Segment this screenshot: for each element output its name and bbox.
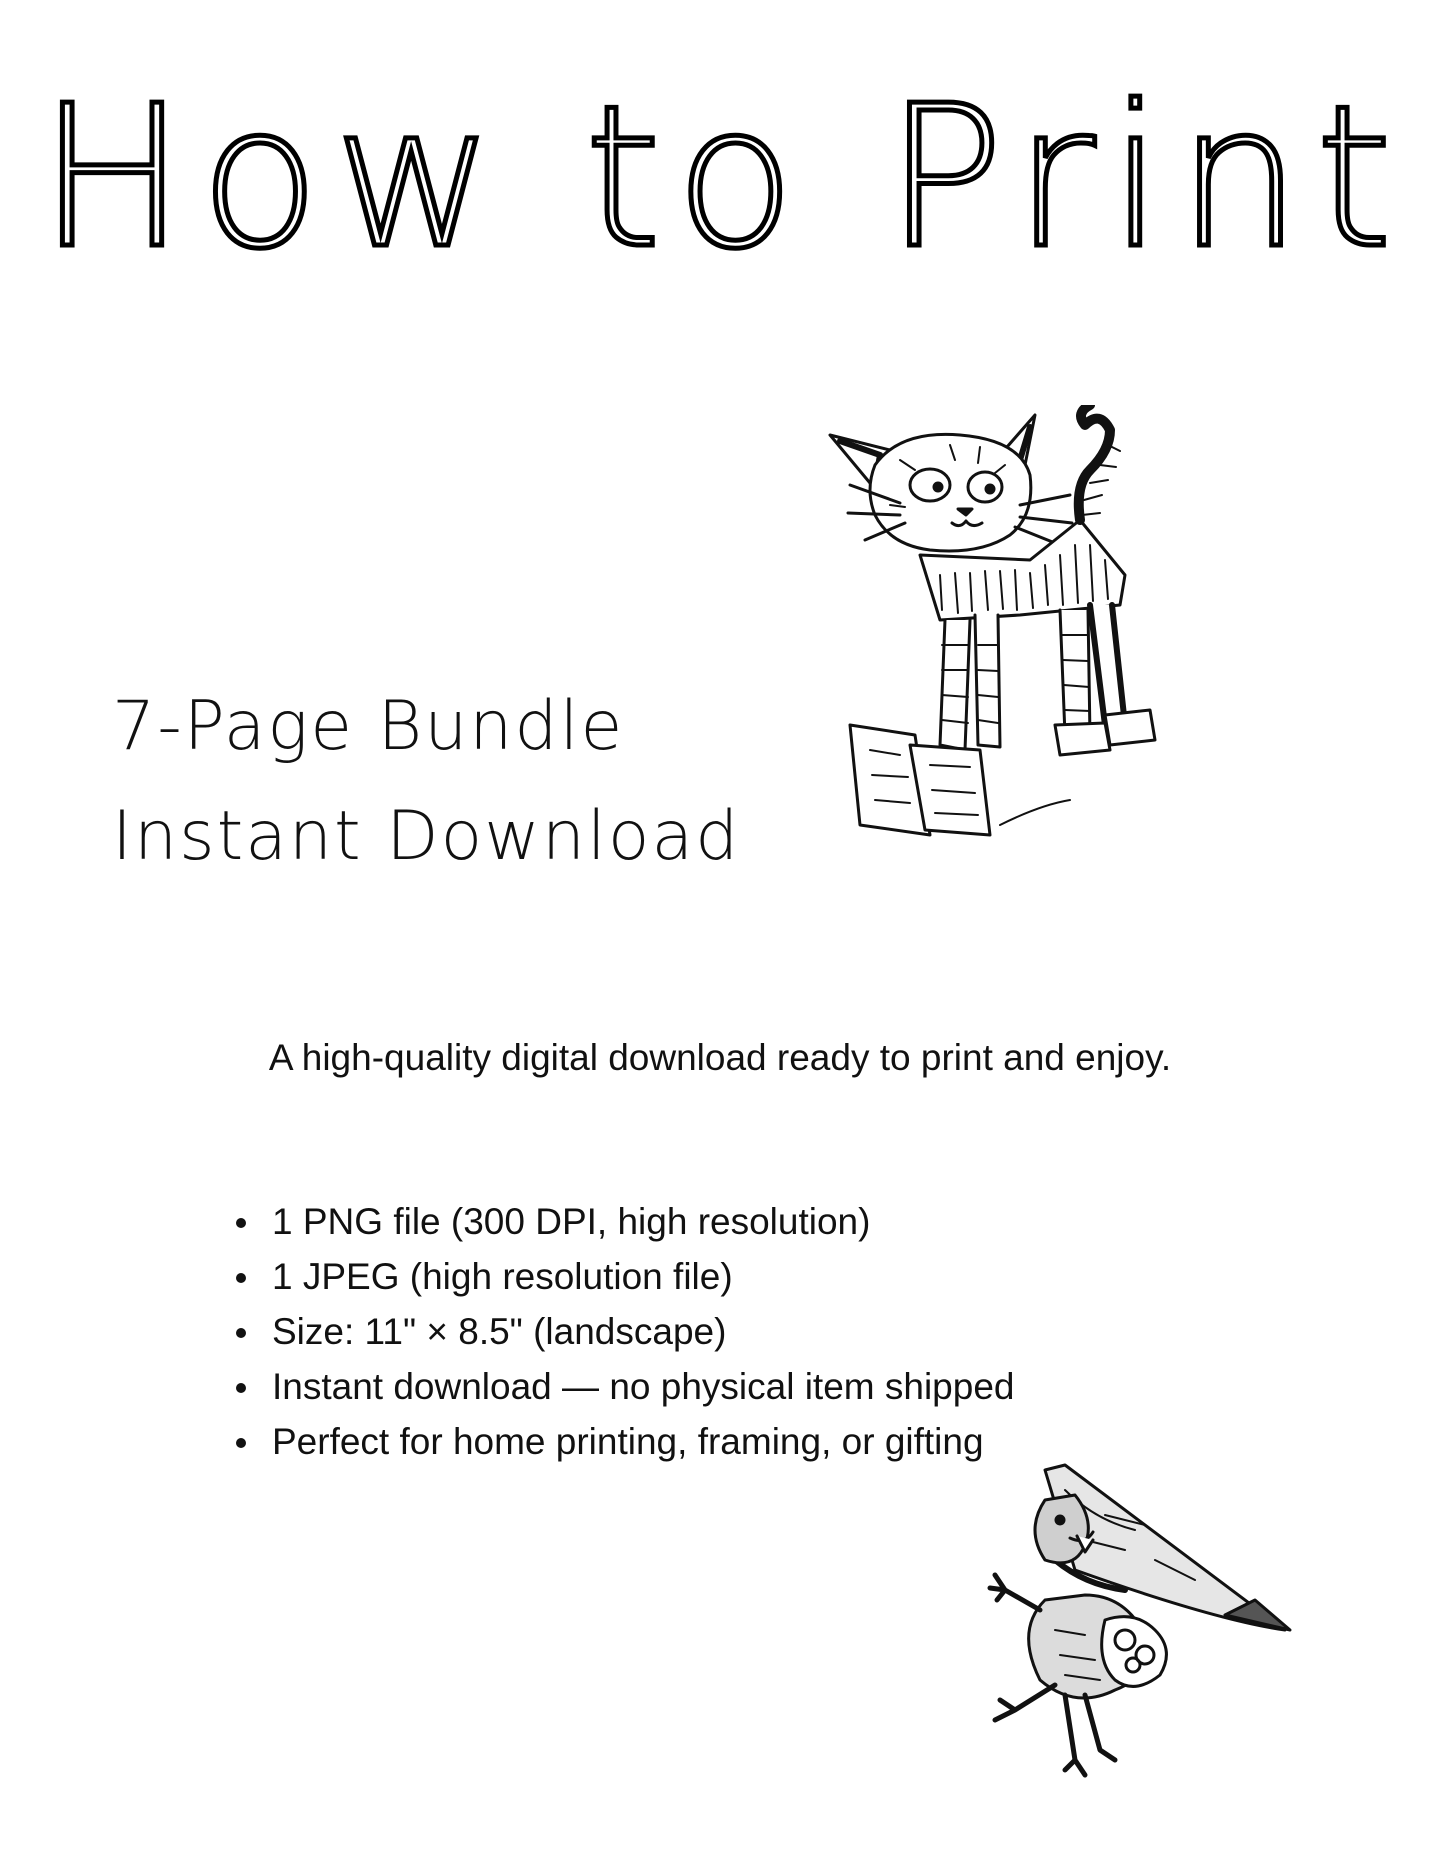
cat-illustration xyxy=(820,405,1280,845)
subtitle-line-download: Instant Download xyxy=(112,797,741,876)
list-item xyxy=(272,1359,1272,1414)
feature-text: Size: 11" × 8.5" (landscape) xyxy=(272,1311,727,1352)
feature-text: 1 JPEG (high resolution file) xyxy=(272,1256,733,1297)
bullet-icon xyxy=(236,1438,246,1448)
bundle-subtitle xyxy=(112,672,740,892)
bullet-icon xyxy=(236,1273,246,1283)
bullet-icon xyxy=(236,1328,246,1338)
subtitle-line-bundle: 7-Page Bundle xyxy=(112,687,625,766)
feature-text: Instant download — no physical item shipped xyxy=(272,1366,1015,1407)
feature-text: 1 PNG file (300 DPI, high resolution) xyxy=(272,1201,871,1242)
witch-illustration xyxy=(985,1460,1325,1780)
intro-text: A high-quality digital download ready to print and enjoy. xyxy=(268,1037,1172,1078)
bullet-icon xyxy=(236,1218,246,1228)
features-list xyxy=(232,1194,1272,1469)
list-item xyxy=(272,1249,1272,1304)
feature-text: Perfect for home printing, framing, or gifting xyxy=(272,1421,984,1462)
bullet-icon xyxy=(236,1383,246,1393)
page-title: How to Print xyxy=(38,64,1407,292)
list-item xyxy=(272,1194,1272,1249)
list-item xyxy=(272,1304,1272,1359)
